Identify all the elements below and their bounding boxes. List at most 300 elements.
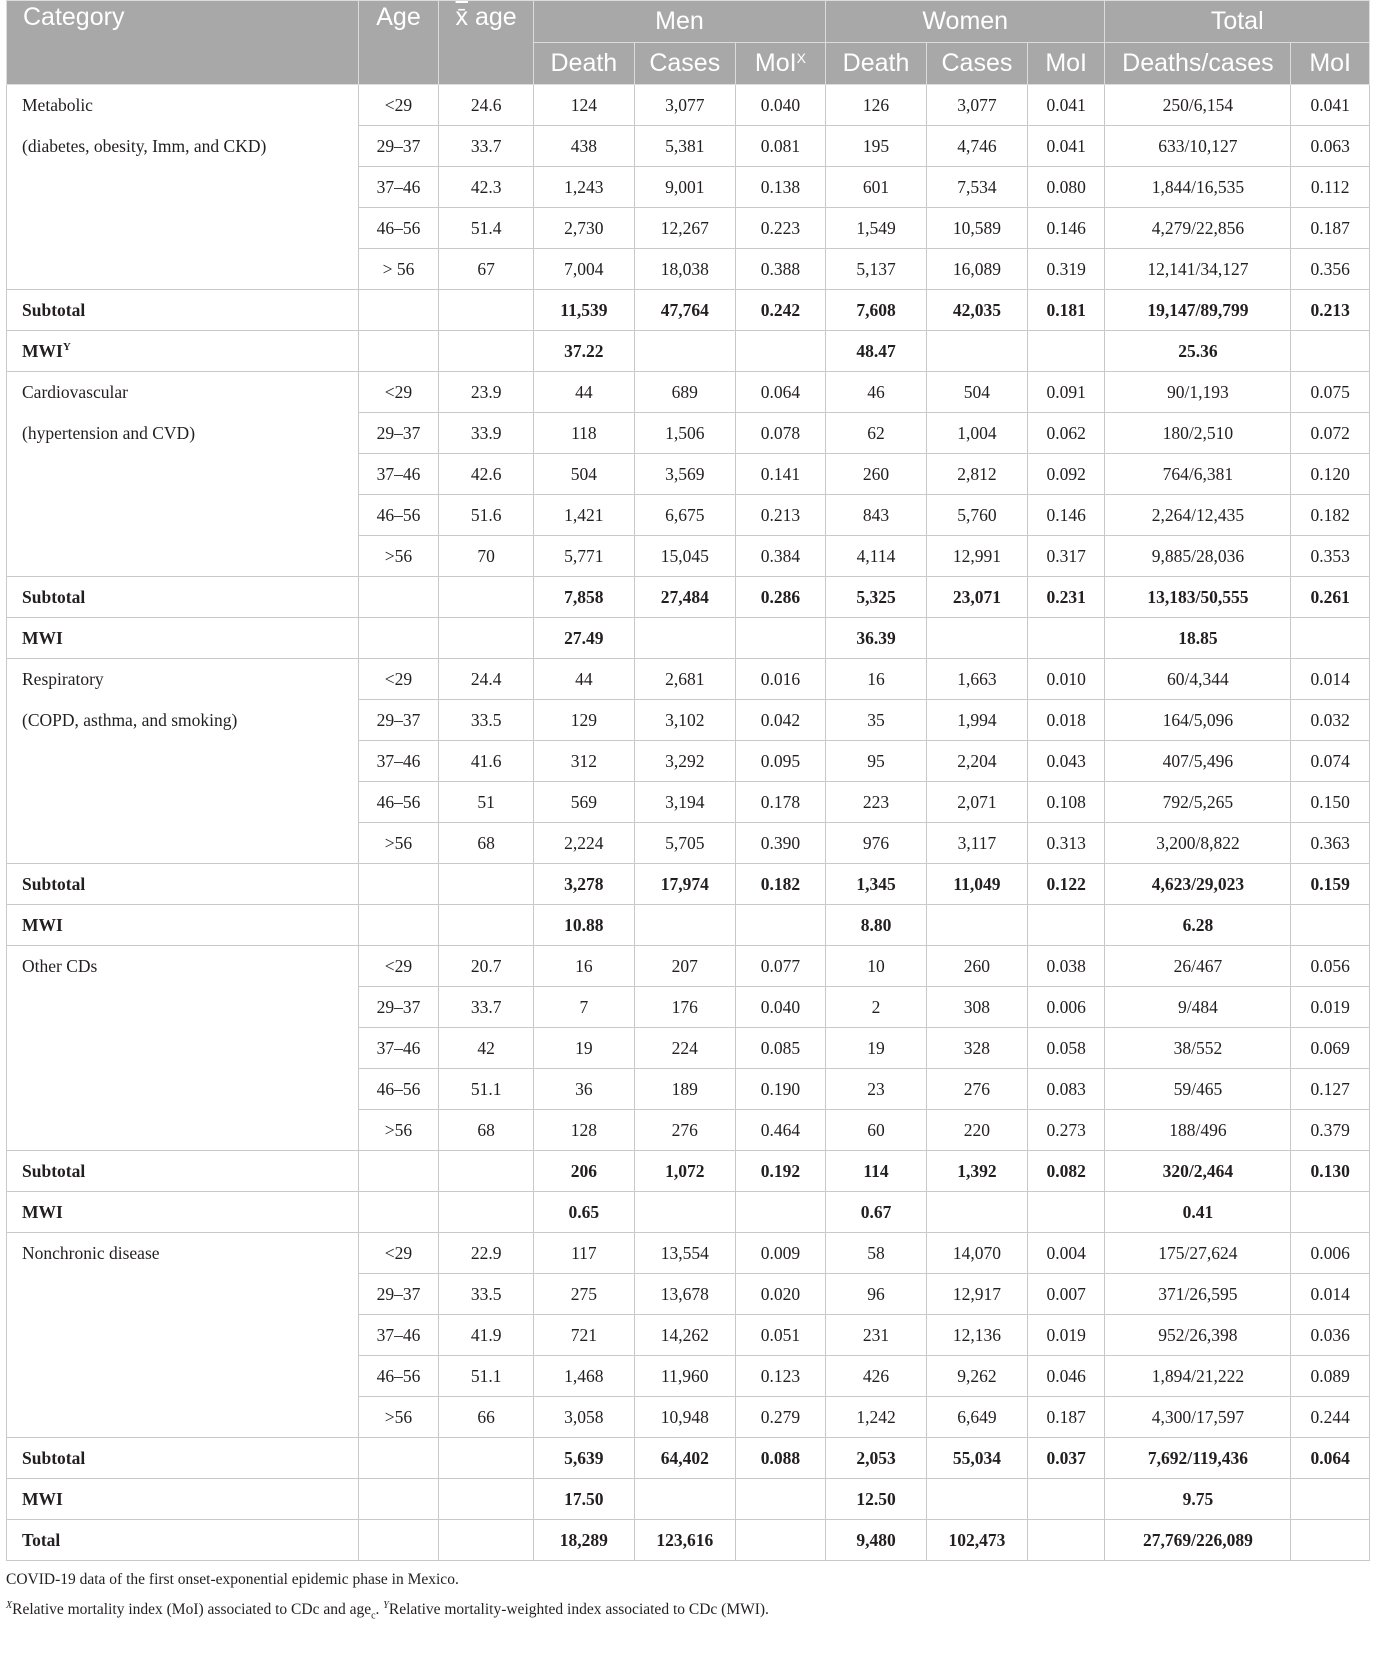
mwi-row (7, 1479, 1370, 1520)
total-moi: 0.074 (1291, 741, 1370, 782)
age-range: 46–56 (358, 1069, 439, 1110)
mean-age: 33.9 (439, 413, 534, 454)
table-row (7, 1274, 1370, 1315)
women-death: 843 (826, 495, 927, 536)
table-row (7, 1397, 1370, 1438)
category-name: Respiratory (7, 659, 359, 700)
women-moi: 0.038 (1027, 946, 1105, 987)
table-row (7, 823, 1370, 864)
women-moi: 0.187 (1027, 1397, 1105, 1438)
men-death: 11,539 (533, 290, 634, 331)
mean-age: 20.7 (439, 946, 534, 987)
men-moi: 0.384 (735, 536, 825, 577)
mwi-total: 18.85 (1105, 618, 1291, 659)
men-death: 2,224 (533, 823, 634, 864)
mean-age: 33.5 (439, 700, 534, 741)
footnote-line-2 (6, 1593, 1370, 1629)
mwi-label-text: MWI (22, 1201, 63, 1222)
men-death: 44 (533, 659, 634, 700)
men-death: 5,639 (533, 1438, 634, 1479)
women-death: 35 (826, 700, 927, 741)
subtotal-row (7, 1438, 1370, 1479)
total-deaths-cases: 4,279/22,856 (1105, 208, 1291, 249)
men-cases: 10,948 (634, 1397, 735, 1438)
men-moi: 0.088 (735, 1438, 825, 1479)
total-moi: 0.019 (1291, 987, 1370, 1028)
empty-cell (1291, 1192, 1370, 1233)
women-cases: 5,760 (926, 495, 1027, 536)
men-death: 1,421 (533, 495, 634, 536)
category-cell (7, 208, 359, 249)
women-death: 1,242 (826, 1397, 927, 1438)
women-moi: 0.313 (1027, 823, 1105, 864)
header-women-cases: Cases (926, 43, 1027, 85)
women-death: 58 (826, 1233, 927, 1274)
mean-age: 51 (439, 782, 534, 823)
header-mean-age (439, 1, 534, 85)
women-cases: 102,473 (926, 1520, 1027, 1561)
total-deaths-cases: 4,623/29,023 (1105, 864, 1291, 905)
men-death: 7,004 (533, 249, 634, 290)
age-range: 37–46 (358, 1028, 439, 1069)
men-moi: 0.009 (735, 1233, 825, 1274)
header-women-death: Death (826, 43, 927, 85)
men-moi: 0.040 (735, 987, 825, 1028)
age-range: 37–46 (358, 1315, 439, 1356)
men-death: 1,468 (533, 1356, 634, 1397)
women-cases: 1,004 (926, 413, 1027, 454)
empty-cell (926, 1192, 1027, 1233)
header-category: Category (7, 1, 359, 85)
category-cell (7, 249, 359, 290)
empty-cell (358, 1151, 439, 1192)
total-moi: 0.032 (1291, 700, 1370, 741)
table-body (7, 85, 1370, 1561)
men-cases: 3,077 (634, 85, 735, 126)
mwi-women: 48.47 (826, 331, 927, 372)
women-death: 126 (826, 85, 927, 126)
mean-age: 22.9 (439, 1233, 534, 1274)
category-cell (7, 1110, 359, 1151)
empty-cell (439, 1151, 534, 1192)
men-death: 18,289 (533, 1520, 634, 1561)
women-cases: 9,262 (926, 1356, 1027, 1397)
mean-age: 51.6 (439, 495, 534, 536)
men-moi: 0.051 (735, 1315, 825, 1356)
men-cases: 18,038 (634, 249, 735, 290)
women-death: 1,549 (826, 208, 927, 249)
total-moi: 0.063 (1291, 126, 1370, 167)
women-cases: 55,034 (926, 1438, 1027, 1479)
category-cell (7, 823, 359, 864)
men-cases: 15,045 (634, 536, 735, 577)
table-row (7, 536, 1370, 577)
total-moi: 0.379 (1291, 1110, 1370, 1151)
men-death: 438 (533, 126, 634, 167)
men-moi: 0.279 (735, 1397, 825, 1438)
men-death: 5,771 (533, 536, 634, 577)
women-cases: 260 (926, 946, 1027, 987)
total-label: Total (7, 1520, 359, 1561)
total-moi: 0.014 (1291, 1274, 1370, 1315)
subtotal-label: Subtotal (7, 290, 359, 331)
men-death: 7 (533, 987, 634, 1028)
women-death: 62 (826, 413, 927, 454)
mwi-men: 27.49 (533, 618, 634, 659)
women-cases: 2,204 (926, 741, 1027, 782)
men-death: 312 (533, 741, 634, 782)
total-moi: 0.363 (1291, 823, 1370, 864)
total-deaths-cases: 1,894/21,222 (1105, 1356, 1291, 1397)
total-moi: 0.036 (1291, 1315, 1370, 1356)
mean-age-label: age (475, 3, 517, 31)
table-row (7, 1233, 1370, 1274)
mean-age: 70 (439, 536, 534, 577)
men-moi: 0.095 (735, 741, 825, 782)
category-detail: (diabetes, obesity, Imm, and CKD) (7, 126, 359, 167)
women-cases: 1,392 (926, 1151, 1027, 1192)
mwi-row (7, 905, 1370, 946)
total-deaths-cases: 952/26,398 (1105, 1315, 1291, 1356)
women-moi: 0.006 (1027, 987, 1105, 1028)
men-moi: 0.077 (735, 946, 825, 987)
women-cases: 276 (926, 1069, 1027, 1110)
empty-cell (358, 1192, 439, 1233)
mwi-women: 8.80 (826, 905, 927, 946)
category-cell (7, 1356, 359, 1397)
mwi-total: 25.36 (1105, 331, 1291, 372)
women-cases: 504 (926, 372, 1027, 413)
mwi-label (7, 1192, 359, 1233)
table-container (6, 0, 1370, 1629)
total-deaths-cases: 60/4,344 (1105, 659, 1291, 700)
total-deaths-cases: 633/10,127 (1105, 126, 1291, 167)
table-row (7, 495, 1370, 536)
men-moi: 0.192 (735, 1151, 825, 1192)
men-moi: 0.081 (735, 126, 825, 167)
women-cases: 12,136 (926, 1315, 1027, 1356)
empty-cell (926, 618, 1027, 659)
subtotal-row (7, 864, 1370, 905)
table-row (7, 700, 1370, 741)
men-death: 721 (533, 1315, 634, 1356)
men-cases: 27,484 (634, 577, 735, 618)
age-range: >56 (358, 1397, 439, 1438)
empty-cell (358, 618, 439, 659)
total-deaths-cases: 38/552 (1105, 1028, 1291, 1069)
total-deaths-cases: 164/5,096 (1105, 700, 1291, 741)
empty-cell (1291, 1520, 1370, 1561)
table-row (7, 126, 1370, 167)
moi-label: MoI (754, 49, 797, 77)
empty-cell (1291, 618, 1370, 659)
women-death: 601 (826, 167, 927, 208)
women-moi: 0.043 (1027, 741, 1105, 782)
category-cell (7, 454, 359, 495)
men-cases: 5,381 (634, 126, 735, 167)
empty-cell (1027, 905, 1105, 946)
empty-cell (439, 1192, 534, 1233)
empty-cell (735, 331, 825, 372)
total-moi: 0.353 (1291, 536, 1370, 577)
header-age: Age (358, 1, 439, 85)
footnote-x-sub: c (371, 1610, 376, 1622)
men-moi: 0.141 (735, 454, 825, 495)
subtotal-label: Subtotal (7, 1438, 359, 1479)
mwi-men: 17.50 (533, 1479, 634, 1520)
age-range: <29 (358, 1233, 439, 1274)
total-deaths-cases: 320/2,464 (1105, 1151, 1291, 1192)
total-moi: 0.130 (1291, 1151, 1370, 1192)
men-cases: 689 (634, 372, 735, 413)
category-detail (7, 1274, 359, 1315)
mean-age: 68 (439, 823, 534, 864)
women-death: 23 (826, 1069, 927, 1110)
men-cases: 3,102 (634, 700, 735, 741)
men-cases: 47,764 (634, 290, 735, 331)
women-death: 16 (826, 659, 927, 700)
men-moi: 0.064 (735, 372, 825, 413)
women-moi: 0.004 (1027, 1233, 1105, 1274)
mwi-label-text: MWI (22, 627, 63, 648)
women-moi: 0.062 (1027, 413, 1105, 454)
footnote-y-marker: Y (383, 1600, 389, 1611)
table-row (7, 659, 1370, 700)
empty-cell (358, 905, 439, 946)
men-death: 206 (533, 1151, 634, 1192)
header-total-moi: MoI (1291, 43, 1370, 85)
women-death: 10 (826, 946, 927, 987)
age-range: 46–56 (358, 208, 439, 249)
age-range: <29 (358, 372, 439, 413)
empty-cell (358, 1520, 439, 1561)
men-cases: 17,974 (634, 864, 735, 905)
mean-age: 33.5 (439, 1274, 534, 1315)
category-name: Other CDs (7, 946, 359, 987)
header-women: Women (826, 1, 1105, 43)
women-moi: 0.273 (1027, 1110, 1105, 1151)
men-death: 124 (533, 85, 634, 126)
subtotal-label: Subtotal (7, 577, 359, 618)
empty-cell (735, 1479, 825, 1520)
men-moi: 0.040 (735, 85, 825, 126)
footnote-y-text: Relative mortality-weighted index associated to CDc (MWI). (388, 1601, 769, 1619)
mwi-label-text: MWI (22, 340, 63, 361)
mwi-women: 12.50 (826, 1479, 927, 1520)
table-row (7, 85, 1370, 126)
mean-age: 42.6 (439, 454, 534, 495)
men-moi: 0.286 (735, 577, 825, 618)
women-moi: 0.108 (1027, 782, 1105, 823)
men-death: 117 (533, 1233, 634, 1274)
men-cases: 1,506 (634, 413, 735, 454)
total-moi: 0.159 (1291, 864, 1370, 905)
age-range: 29–37 (358, 700, 439, 741)
total-moi: 0.356 (1291, 249, 1370, 290)
mean-age: 51.1 (439, 1356, 534, 1397)
total-moi: 0.069 (1291, 1028, 1370, 1069)
header-women-moi: MoI (1027, 43, 1105, 85)
total-moi: 0.041 (1291, 85, 1370, 126)
mwi-women: 36.39 (826, 618, 927, 659)
mean-age: 41.6 (439, 741, 534, 782)
women-death: 2 (826, 987, 927, 1028)
category-name: Nonchronic disease (7, 1233, 359, 1274)
mean-age: 51.1 (439, 1069, 534, 1110)
table-row (7, 249, 1370, 290)
empty-cell (1027, 1192, 1105, 1233)
age-range: > 56 (358, 249, 439, 290)
table-row (7, 741, 1370, 782)
total-deaths-cases: 27,769/226,089 (1105, 1520, 1291, 1561)
category-cell (7, 782, 359, 823)
men-moi: 0.182 (735, 864, 825, 905)
total-deaths-cases: 13,183/50,555 (1105, 577, 1291, 618)
total-deaths-cases: 9,885/28,036 (1105, 536, 1291, 577)
men-cases: 224 (634, 1028, 735, 1069)
women-death: 195 (826, 126, 927, 167)
women-moi: 0.041 (1027, 85, 1105, 126)
men-cases: 64,402 (634, 1438, 735, 1479)
women-death: 46 (826, 372, 927, 413)
total-moi: 0.089 (1291, 1356, 1370, 1397)
men-moi: 0.123 (735, 1356, 825, 1397)
total-moi: 0.127 (1291, 1069, 1370, 1110)
category-cell (7, 1397, 359, 1438)
women-moi: 0.092 (1027, 454, 1105, 495)
men-cases: 3,569 (634, 454, 735, 495)
category-cell (7, 536, 359, 577)
men-death: 275 (533, 1274, 634, 1315)
table-row (7, 1069, 1370, 1110)
category-cell (7, 741, 359, 782)
men-death: 7,858 (533, 577, 634, 618)
mwi-label (7, 618, 359, 659)
men-cases: 2,681 (634, 659, 735, 700)
women-moi: 0.037 (1027, 1438, 1105, 1479)
total-deaths-cases: 90/1,193 (1105, 372, 1291, 413)
men-moi: 0.042 (735, 700, 825, 741)
total-deaths-cases: 764/6,381 (1105, 454, 1291, 495)
women-cases: 42,035 (926, 290, 1027, 331)
men-cases: 176 (634, 987, 735, 1028)
empty-cell (439, 1438, 534, 1479)
empty-cell (1027, 618, 1105, 659)
women-moi: 0.122 (1027, 864, 1105, 905)
women-moi: 0.018 (1027, 700, 1105, 741)
age-range: >56 (358, 823, 439, 864)
empty-cell (1291, 1479, 1370, 1520)
total-deaths-cases: 2,264/12,435 (1105, 495, 1291, 536)
total-moi: 0.261 (1291, 577, 1370, 618)
men-cases: 6,675 (634, 495, 735, 536)
empty-cell (735, 1192, 825, 1233)
men-cases: 3,194 (634, 782, 735, 823)
mwi-women: 0.67 (826, 1192, 927, 1233)
total-moi: 0.072 (1291, 413, 1370, 454)
category-name: Metabolic (7, 85, 359, 126)
men-death: 16 (533, 946, 634, 987)
women-death: 4,114 (826, 536, 927, 577)
mwi-label (7, 1479, 359, 1520)
footnote-line-1: COVID-19 data of the first onset-exponential epidemic phase in Mexico. (6, 1571, 459, 1588)
women-moi: 0.091 (1027, 372, 1105, 413)
empty-cell (358, 1479, 439, 1520)
age-range: 46–56 (358, 495, 439, 536)
footnote-x-end: . (375, 1601, 384, 1619)
women-death: 19 (826, 1028, 927, 1069)
men-cases: 5,705 (634, 823, 735, 864)
empty-cell (634, 331, 735, 372)
total-deaths-cases: 59/465 (1105, 1069, 1291, 1110)
women-cases: 1,663 (926, 659, 1027, 700)
category-detail: (COPD, asthma, and smoking) (7, 700, 359, 741)
women-death: 95 (826, 741, 927, 782)
empty-cell (735, 1520, 825, 1561)
empty-cell (634, 1192, 735, 1233)
empty-cell (439, 905, 534, 946)
men-moi: 0.020 (735, 1274, 825, 1315)
women-moi: 0.010 (1027, 659, 1105, 700)
total-deaths-cases: 1,844/16,535 (1105, 167, 1291, 208)
age-range: 29–37 (358, 987, 439, 1028)
men-moi: 0.242 (735, 290, 825, 331)
women-death: 9,480 (826, 1520, 927, 1561)
men-moi: 0.223 (735, 208, 825, 249)
table-row (7, 1356, 1370, 1397)
women-cases: 220 (926, 1110, 1027, 1151)
women-death: 976 (826, 823, 927, 864)
mwi-row (7, 618, 1370, 659)
women-death: 5,137 (826, 249, 927, 290)
footnote-x-text: Relative mortality index (MoI) associated to CDc and age (12, 1601, 372, 1619)
age-range: 29–37 (358, 126, 439, 167)
table-row (7, 946, 1370, 987)
men-moi: 0.464 (735, 1110, 825, 1151)
table-row (7, 208, 1370, 249)
total-moi: 0.056 (1291, 946, 1370, 987)
empty-cell (1027, 331, 1105, 372)
empty-cell (358, 331, 439, 372)
men-moi: 0.388 (735, 249, 825, 290)
table-row (7, 1315, 1370, 1356)
age-range: 37–46 (358, 454, 439, 495)
category-cell (7, 167, 359, 208)
women-cases: 12,917 (926, 1274, 1027, 1315)
empty-cell (926, 905, 1027, 946)
total-moi: 0.187 (1291, 208, 1370, 249)
table-row (7, 413, 1370, 454)
mean-symbol: x̄ (455, 3, 469, 31)
women-death: 60 (826, 1110, 927, 1151)
total-deaths-cases: 175/27,624 (1105, 1233, 1291, 1274)
women-cases: 23,071 (926, 577, 1027, 618)
men-death: 3,058 (533, 1397, 634, 1438)
table-row (7, 1110, 1370, 1151)
total-moi: 0.120 (1291, 454, 1370, 495)
empty-cell (358, 864, 439, 905)
age-range: 37–46 (358, 741, 439, 782)
empty-cell (358, 1438, 439, 1479)
women-cases: 16,089 (926, 249, 1027, 290)
age-range: 37–46 (358, 167, 439, 208)
empty-cell (634, 1479, 735, 1520)
women-cases: 3,117 (926, 823, 1027, 864)
mwi-total: 6.28 (1105, 905, 1291, 946)
men-cases: 13,678 (634, 1274, 735, 1315)
women-moi: 0.146 (1027, 208, 1105, 249)
mwi-label (7, 331, 359, 372)
